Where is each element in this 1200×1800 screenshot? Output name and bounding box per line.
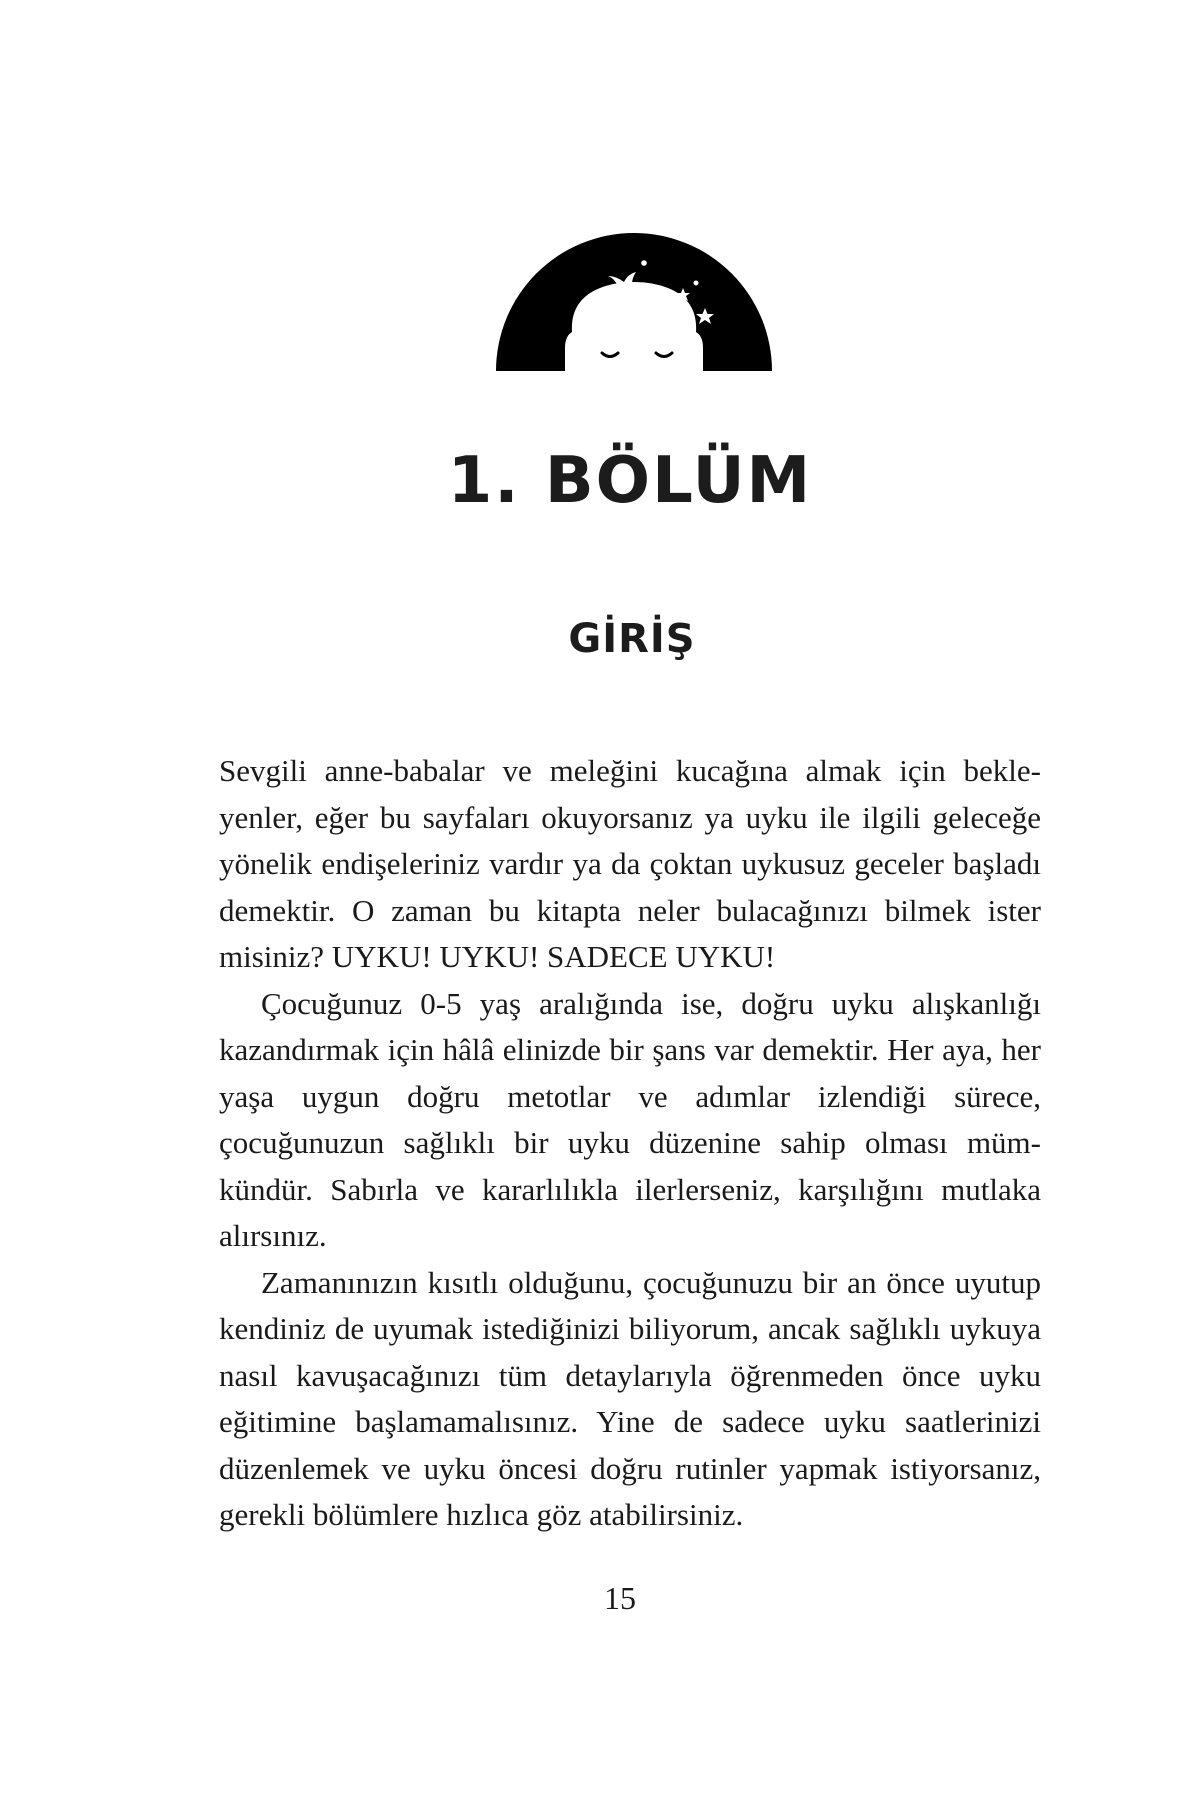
body-text bbox=[219, 748, 1041, 1539]
section-title: GİRİŞ bbox=[568, 616, 696, 663]
sleeping-baby-under-night-arch-icon bbox=[490, 228, 780, 378]
paragraph: Sevgili anne-babalar ve meleğini kucağına almak için bekleyenler, eğer bu sayfaları okuyorsanız ya uyku ile ilgili geleceğe yönelik endişeleriniz vardır ya da çoktan uykusuz geceler başladı demektir. O zaman bu kitapta neler bulacağınızı bilmek ister misiniz? UYKU! UYKU! SADECE UYKU! bbox=[219, 753, 1041, 974]
paragraph: Zamanınızın kısıtlı olduğunu, çocuğunuzu bir an önce uyutup kendiniz de uyumak istediğinizi biliyorum, ancak sağlıklı uykuya nasıl kavuşacağınızı tüm detaylarıyla öğrenmeden önce uyku eğitimine başlamamalısınız. Yine de sadece uyku saatlerinizi düzenlemek ve uyku öncesi doğru rutinler yapmak istiyorsanız, gerekli bölümlere hızlıca göz atabilirsiniz. bbox=[219, 1264, 1041, 1532]
page-number: 15 bbox=[604, 1580, 636, 1616]
chapter-title: 1. BÖLÜM bbox=[447, 443, 813, 518]
paragraph: Çocuğunuz 0-5 yaş aralığında ise, doğru uyku alışkanlığı kazandırmak için hâlâ elinizde bir şans var demektir. Her aya, her yaşa uygun doğru metotlar ve adımlar izlendiği sürece, çocuğunuzun sağlıklı bir uyku düzenine sahip olması mümkündür. Sabırla ve kararlılıkla ilerlerseniz, karşılığını mutlaka alırsınız. bbox=[219, 985, 1041, 1253]
sleeping-baby-illustration bbox=[490, 228, 780, 378]
